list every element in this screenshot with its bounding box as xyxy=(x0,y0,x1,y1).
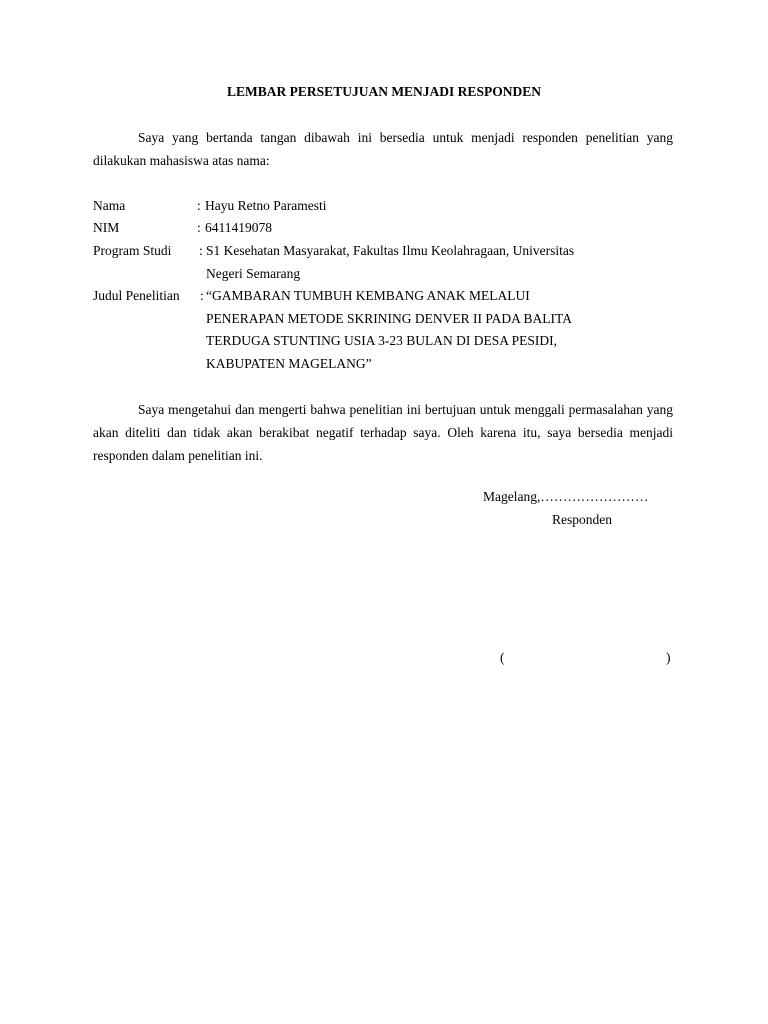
intro-text: Saya yang bertanda tangan dibawah ini bersedia untuk menjadi responden penelitian yang dilakukan mahasiswa atas nama: xyxy=(93,130,673,168)
nama-label: Nama xyxy=(93,198,126,213)
program-studi-colon: : xyxy=(199,243,203,258)
nim-colon: : xyxy=(197,220,201,235)
statement-paragraph xyxy=(93,398,673,467)
signature-close-paren: ) xyxy=(666,650,671,665)
nama-colon: : xyxy=(197,198,201,213)
program-studi-value-line: Negeri Semarang xyxy=(206,265,301,281)
program-studi-value-line: S1 Kesehatan Masyarakat, Fakultas Ilmu Keolahragaan, Universitas xyxy=(206,243,575,258)
place-date: Magelang,…………………… xyxy=(483,489,649,504)
judul-penelitian-colon: : xyxy=(200,288,204,303)
judul-line: PENERAPAN METODE SKRINING DENVER II PADA BALITA xyxy=(206,310,572,326)
judul-line: KABUPATEN MAGELANG” xyxy=(206,355,372,371)
judul-penelitian-label: Judul Penelitian xyxy=(93,288,180,303)
statement-text: Saya mengetahui dan mengerti bahwa penelitian ini bertujuan untuk menggali permasalahan yang akan diteliti dan tidak akan berakibat negatif terhadap saya. Oleh karena itu, saya bersedia menjadi responden dalam penelitian ini. xyxy=(93,402,673,463)
nama-value: Hayu Retno Paramesti xyxy=(205,198,327,213)
document-title: LEMBAR PERSETUJUAN MENJADI RESPONDEN xyxy=(227,84,541,99)
judul-penelitian-value xyxy=(206,285,572,375)
judul-line: “GAMBARAN TUMBUH KEMBANG ANAK MELALUI xyxy=(206,288,530,303)
nim-value: 6411419078 xyxy=(205,220,272,235)
program-studi-label: Program Studi xyxy=(93,243,172,258)
respondent-label: Responden xyxy=(552,512,612,527)
program-studi-value xyxy=(206,240,574,285)
judul-line: TERDUGA STUNTING USIA 3-23 BULAN DI DESA PESIDI, xyxy=(206,333,557,348)
intro-paragraph xyxy=(93,126,673,172)
nim-label: NIM xyxy=(93,220,120,235)
signature-open-paren: ( xyxy=(500,650,505,665)
